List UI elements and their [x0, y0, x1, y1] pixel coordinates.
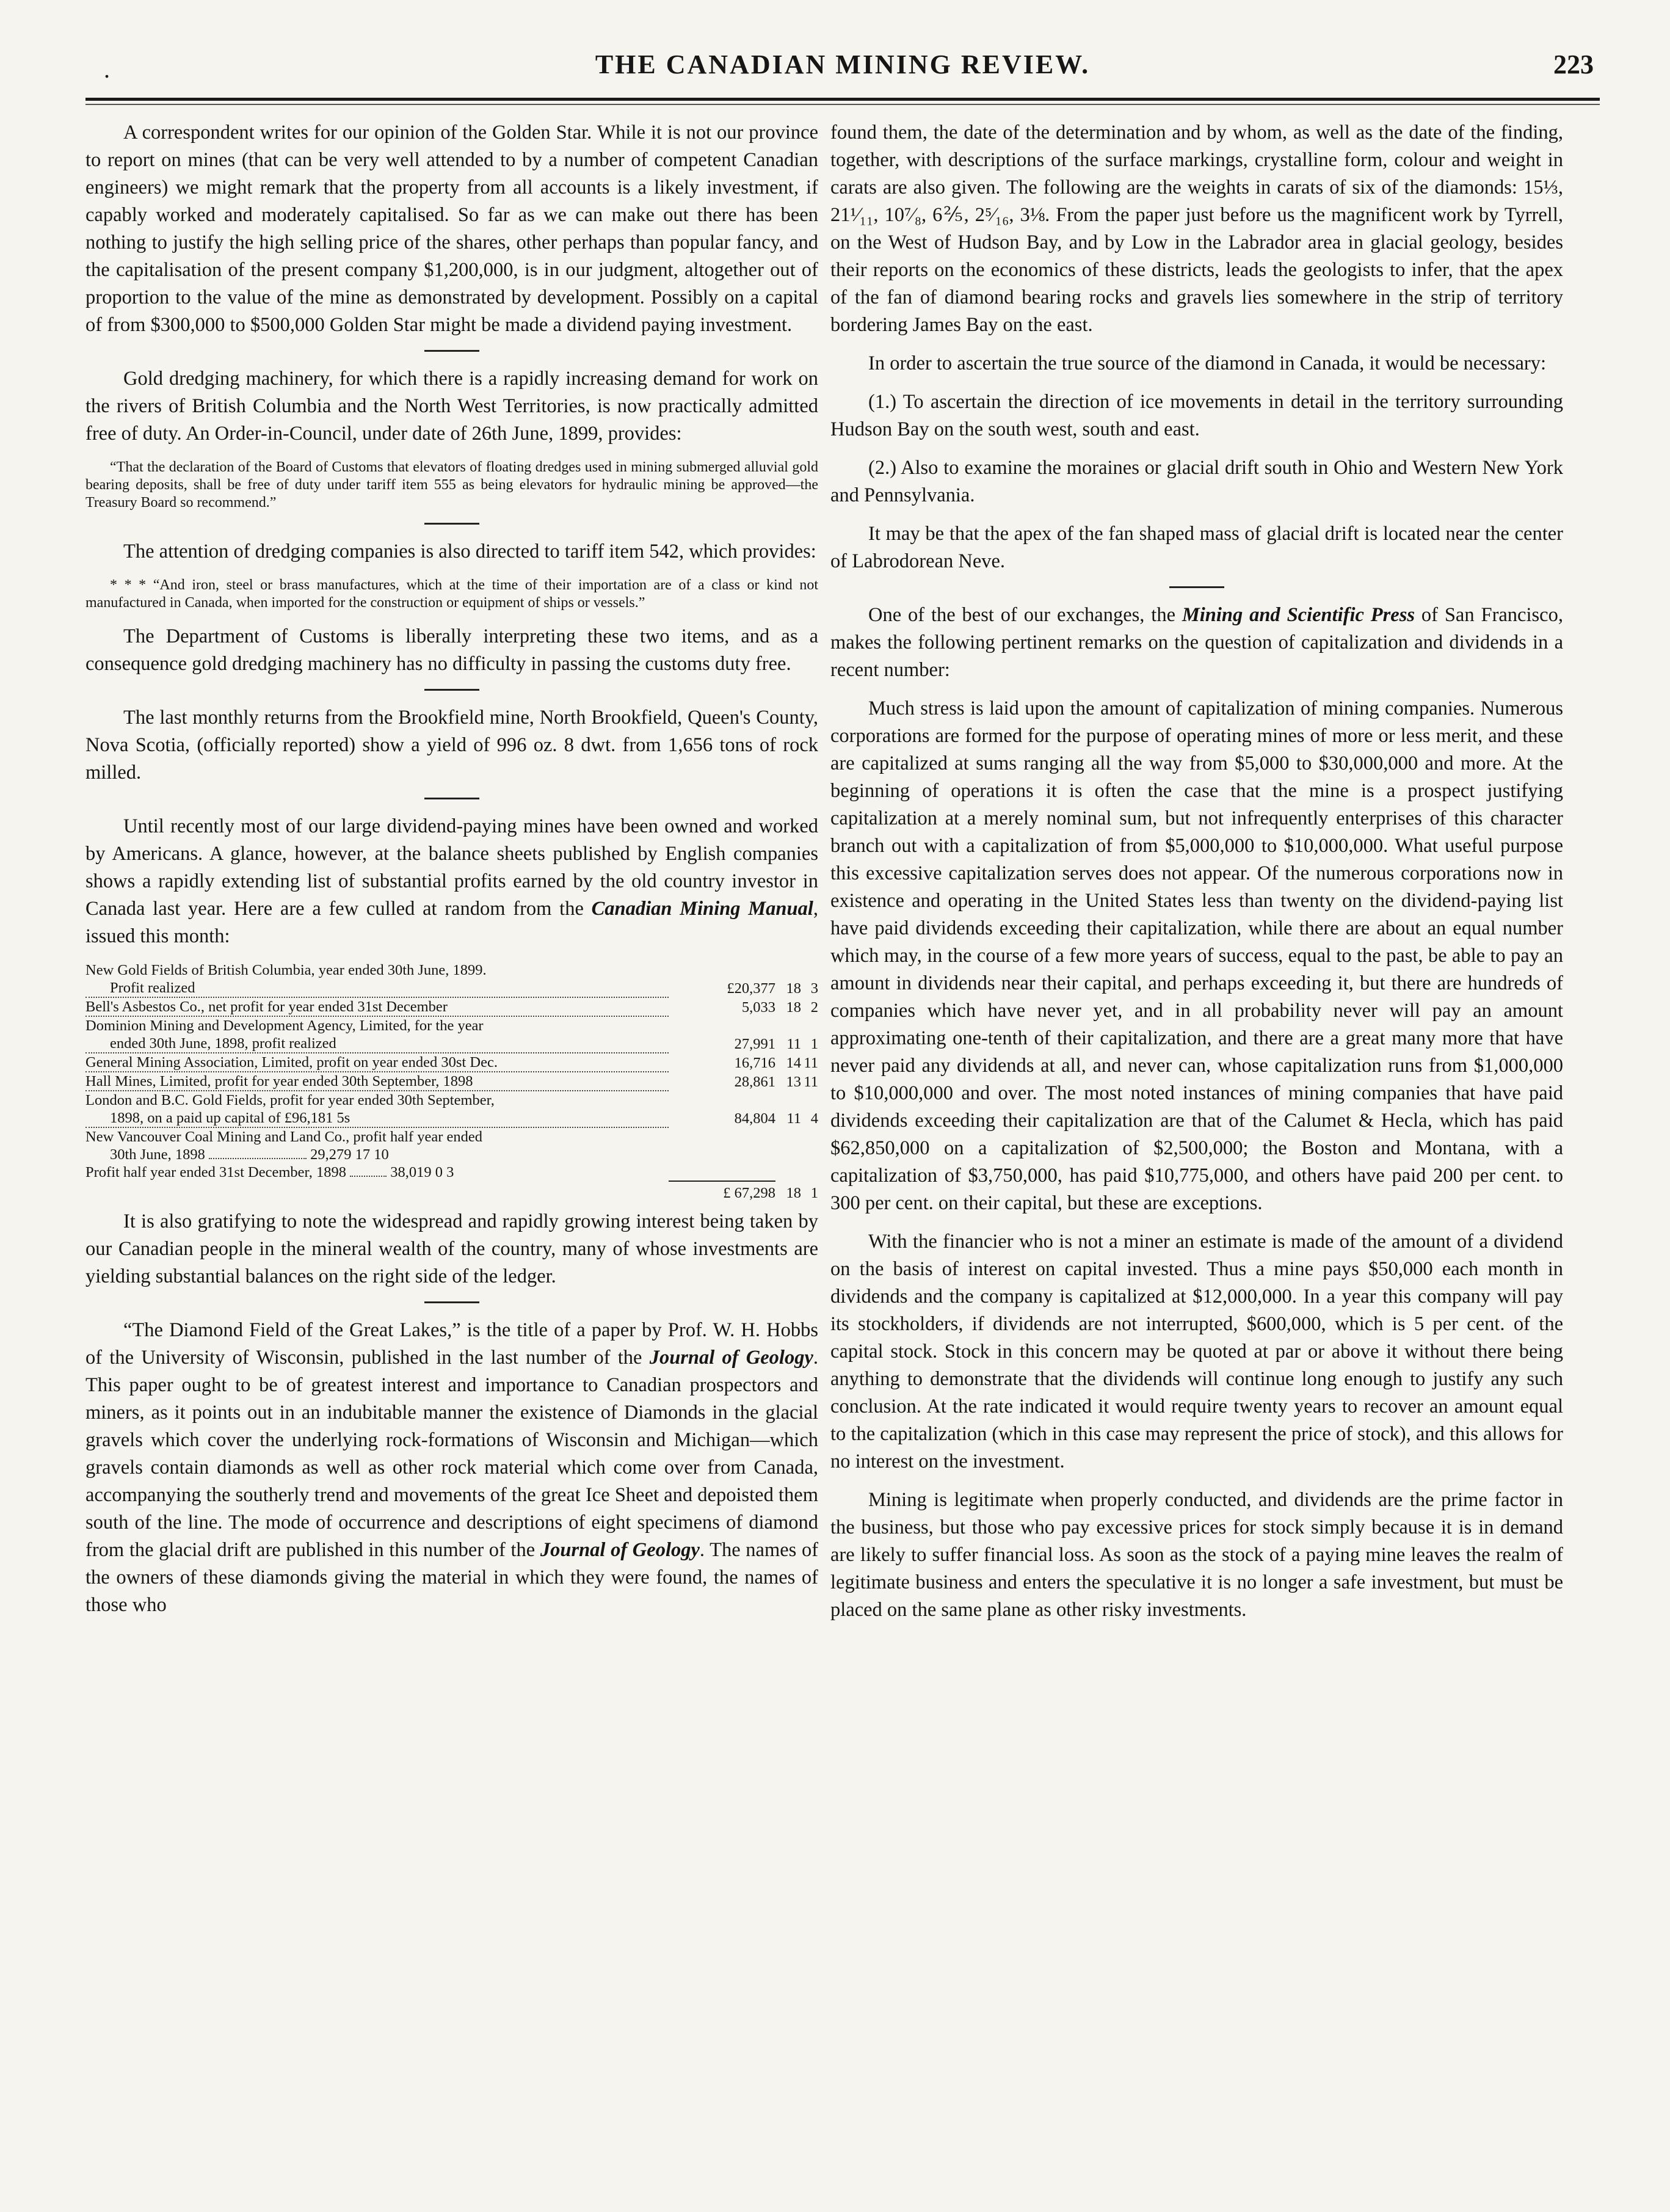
header-rule [85, 98, 1600, 101]
section-separator [424, 1301, 479, 1303]
paragraph-apex: It may be that the apex of the fan shaped mass of glacial drift is located near the center of Labrodorean Neve. [830, 523, 1563, 572]
table-row: Dominion Mining and Development Agency, Limited, for the year [85, 1017, 484, 1034]
quote-order-in-council: “That the declaration of the Board of Customs that elevators of floating dredges used in mining submerged alluvial gold bearing deposits, shall be free of duty under tariff item 555 as being elevators for hydraulic mining be approved—the Treasury Board so recommend.” [85, 459, 818, 511]
table-row: New Gold Fields of British Columbia, year ended 30th June, 1899. [85, 962, 487, 978]
table-row: Hall Mines, Limited, profit for year ended 30th September, 1898 28,861 13 11 [85, 1073, 818, 1090]
paragraph-diamond-continued: found them, the date of the determination and by whom, as well as the date of the finding, together, with descriptions of the surface markings, crystalline form, colour and weight in carats are also given. The following are the weights in carats of six of the diamonds: 15⅓, 21¹⁄₁₁, 10⁷⁄₈, 6⅖, 2⁵⁄₁₆, 3⅛. From the paper just before us the magnificent work by Tyrrell, on the West of Hudson Bay, and by Low in the Labrador area in glacial geology, besides their reports on the economics of these districts, leads the geologists to infer, that the apex of the fan of diamond bearing rocks and gravels lies somewhere in the strip of territory bordering James Bay on the east. [830, 122, 1563, 336]
section-separator [424, 523, 479, 525]
list-item: (1.) To ascertain the direction of ice movements in detail in the territory surrounding Hudson Bay on the south west, south and east. [830, 391, 1563, 440]
publication-title: Mining and Scientific Press [1182, 604, 1415, 626]
journal-name: Journal of Geology [649, 1347, 813, 1369]
running-header [85, 49, 1600, 92]
table-row: Profit half year ended 31st December, 1898 38,019 0 3 [85, 1164, 454, 1181]
paragraph-dredging: Gold dredging machinery, for which there is a rapidly increasing demand for work on the rivers of British Columbia and the North West Territories, is now practically admitted free of duty. An Order-in-Council, under date of 26th June, 1899, provides: [85, 368, 818, 445]
table-row: 1898, on a paid up capital of £96,181 5s 84,804 11 4 [85, 1109, 818, 1127]
paragraph-financier: With the financier who is not a miner an estimate is made of the amount of a dividend on the basis of interest on capital invested. Thus a mine pays $50,000 each month in dividends and the company is capitalized at $12,000,000. In a year this company will pay its stockholders, if dividends are not interrupted, $600,000, which is 5 per cent. of the capital stock. Stock in this concern may be quoted at par or above it without there being anything to demonstrate that the dividends will continue long enough to justify any such conclusion. At the rate indicated it would require twenty years to recover an amount equal to the capitalization (which in this case may represent the price of stock), and this allows for no interest on the investment. [830, 1231, 1563, 1472]
paragraph-legitimate: Mining is legitimate when properly conducted, and dividends are the prime factor in the business, but those who pay excessive prices for stock simply because it is in demand are likely to suffer financial loss. As soon as the stock of a paying mine leaves the realm of legitimate business and enters the speculative it is no longer a safe investment, but must be placed on the same plane as other risky investments. [830, 1489, 1563, 1621]
section-separator [1169, 586, 1224, 588]
paragraph-ascertain: In order to ascertain the true source of the diamond in Canada, it would be necessary: [868, 352, 1547, 374]
list-item: (2.) Also to examine the moraines or glacial drift south in Ohio and Western New York and Pennsylvania. [830, 457, 1563, 506]
table-row: Bell's Asbestos Co., net profit for year ended 31st December 5,033 18 2 [85, 999, 818, 1016]
table-row: New Vancouver Coal Mining and Land Co., profit half year ended [85, 1129, 482, 1145]
table-row: 30th June, 1898 29,279 17 10 [110, 1146, 389, 1163]
right-column [830, 119, 1563, 2159]
table-row: General Mining Association, Limited, profit on year ended 30st Dec. 16,716 14 11 [85, 1054, 818, 1071]
paragraph-exchanges: One of the best of our exchanges, the Mining and Scientific Press of San Francisco, makes the following pertinent remarks on the question of capitalization and dividends in a recent number: [830, 604, 1563, 681]
paragraph-customs: The Department of Customs is liberally interpreting these two items, and as a consequence gold dredging machinery has no difficulty in passing the customs duty free. [85, 625, 818, 675]
section-separator [424, 798, 479, 799]
journal-name: Journal of Geology [540, 1539, 700, 1561]
paragraph-canadian-interest: It is also gratifying to note the widespread and rapidly growing interest being taken by our Canadian people in the mineral wealth of the country, many of whose investments are yielding substantial balances on the right side of the ledger. [85, 1210, 818, 1287]
quote-tariff-542: * * * “And iron, steel or brass manufactures, which at the time of their importation are of a class or kind not manufactured in Canada, when imported for the construction or equipment of ships or vessels.” [85, 577, 818, 611]
section-separator [424, 350, 479, 352]
section-separator [424, 689, 479, 691]
table-total-row: £ 67,298 18 1 [85, 1181, 818, 1202]
paragraph-brookfield: The last monthly returns from the Brookfield mine, North Brookfield, Queen's County, Nova Scotia, (officially reported) show a yield of 996 oz. 8 dwt. from 1,656 tons of rock milled. [85, 707, 818, 784]
table-row: London and B.C. Gold Fields, profit for year ended 30th September, [85, 1092, 495, 1108]
journal-title: THE CANADIAN MINING REVIEW. [595, 49, 1091, 79]
paragraph-capitalization: Much stress is laid upon the amount of capitalization of mining companies. Numerous corporations are formed for the purpose of operating mines of more or less merit, and these are capitalized at sums ranging all the way from $5,000 to $30,000,000 and more. At the beginning of operations it is often the case that the mine is a prospect justifying capitalization at a merely nominal sum, but not infrequently enterprises of this character branch out with a capitalization of from $5,000,000 to $10,000,000. What useful purpose this excessive capitalization serves does not appear. Of the numerous corporations now in existence and operating in the United States less than twenty on the dividend-paying list have paid dividends exceeding their capitalization, while there are about an equal number which may, in the course of a few more years of success, equal to the past, be able to pay an amount in dividends near their capital, and perhaps exceeding it, but there are hundreds of companies which have never yet, and in all probability never will pay an amount approximating one-tenth of their capitalization, and there are a great many more that have never paid any dividends at all, and never can, whose capitalization runs from $1,000,000 to $10,000,000 and over. The most noted instances of mining companies that have paid dividends exceeding their capitalization are that of the Calumet & Hecla, which has paid $62,850,000 on a capitalization of $2,500,000; the Boston and Montana, with a capitalization of $3,750,000, has paid $10,775,000, and others have paid 200 per cent. to 300 per cent. on their capital, but these are exceptions. [830, 697, 1563, 1214]
publication-title: Canadian Mining Manual [591, 898, 813, 920]
profits-table [85, 961, 818, 1202]
table-row: Profit realized £20,377 18 3 [85, 979, 818, 997]
left-column [85, 119, 818, 2159]
table-row: ended 30th June, 1898, profit realized 27,991 11 1 [85, 1035, 818, 1053]
page-number: 223 [1553, 49, 1594, 79]
header-dot: . [104, 56, 110, 83]
paragraph-dividends: Until recently most of our large dividend-paying mines have been owned and worked by Americans. A glance, however, at the balance sheets published by English companies shows a rapidly extending list of substantial profits earned by the old country investor in Canada last year. Here are a few culled at random from the Canadian Mining Manual, issued this month: [85, 815, 818, 947]
header-rule-thin [85, 104, 1600, 105]
paragraph-diamond-field: “The Diamond Field of the Great Lakes,” is the title of a paper by Prof. W. H. Hobbs of the University of Wisconsin, published in the last number of the Journal of Geology. This paper ought to be of greatest interest and importance to Canadian prospectors and miners, as it points out in an indubitable manner the existence of Diamonds in the glacial gravels which cover the underlying rock-formations of Wisconsin and Michigan—which gravels contain diamonds as well as other rock material which come over from Canada, accompanying the southerly trend and movements of the great Ice Sheet and depoisted them south of the line. The mode of occurrence and descriptions of eight specimens of diamond from the glacial drift are published in this number of the Journal of Geology. The names of the owners of these diamonds giving the material in which they were found, the names of those who [85, 1319, 818, 1616]
paragraph-golden-star: A correspondent writes for our opinion of the Golden Star. While it is not our province to report on mines (that can be very well attended to by a number of competent Canadian engineers) we might remark that the property from all accounts is a likely investment, if capably worked and moderately capitalised. So far as we can make out there has been nothing to justify the high selling price of the shares, other perhaps than popular fancy, and the capitalisation of the present company $1,200,000, is in our judgment, altogether out of proportion to the value of the mine as demonstrated by development. Possibly on a capital of from $300,000 to $500,000 Golden Star might be made a dividend paying investment. [85, 122, 818, 336]
paragraph-tariff-item: The attention of dredging companies is also directed to tariff item 542, which provides: [123, 540, 816, 562]
